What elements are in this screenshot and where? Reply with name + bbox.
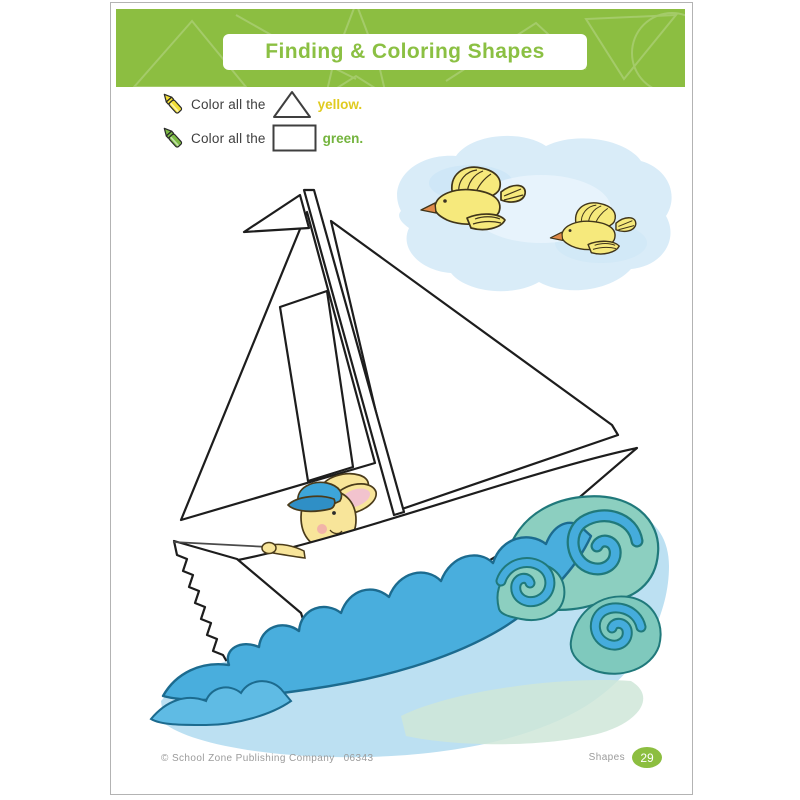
item-number: 06343 [343, 753, 374, 764]
footer-section [589, 747, 662, 768]
sailboat-illustration [111, 3, 694, 796]
copyright-text: © School Zone Publishing Company [161, 753, 335, 764]
rabbit-paw [262, 543, 276, 554]
color-word-yellow: yellow. [317, 96, 363, 112]
instruction-text: Color all the [191, 96, 266, 112]
copyright-line [161, 753, 373, 764]
section-label: Shapes [588, 752, 625, 763]
workbook-page [110, 2, 693, 795]
instruction-text: Color all the [191, 130, 266, 146]
flag [244, 195, 309, 232]
color-word-green: green. [322, 130, 364, 146]
page-title: Finding & Coloring Shapes [265, 40, 545, 63]
page-number-badge: 29 [632, 747, 662, 768]
